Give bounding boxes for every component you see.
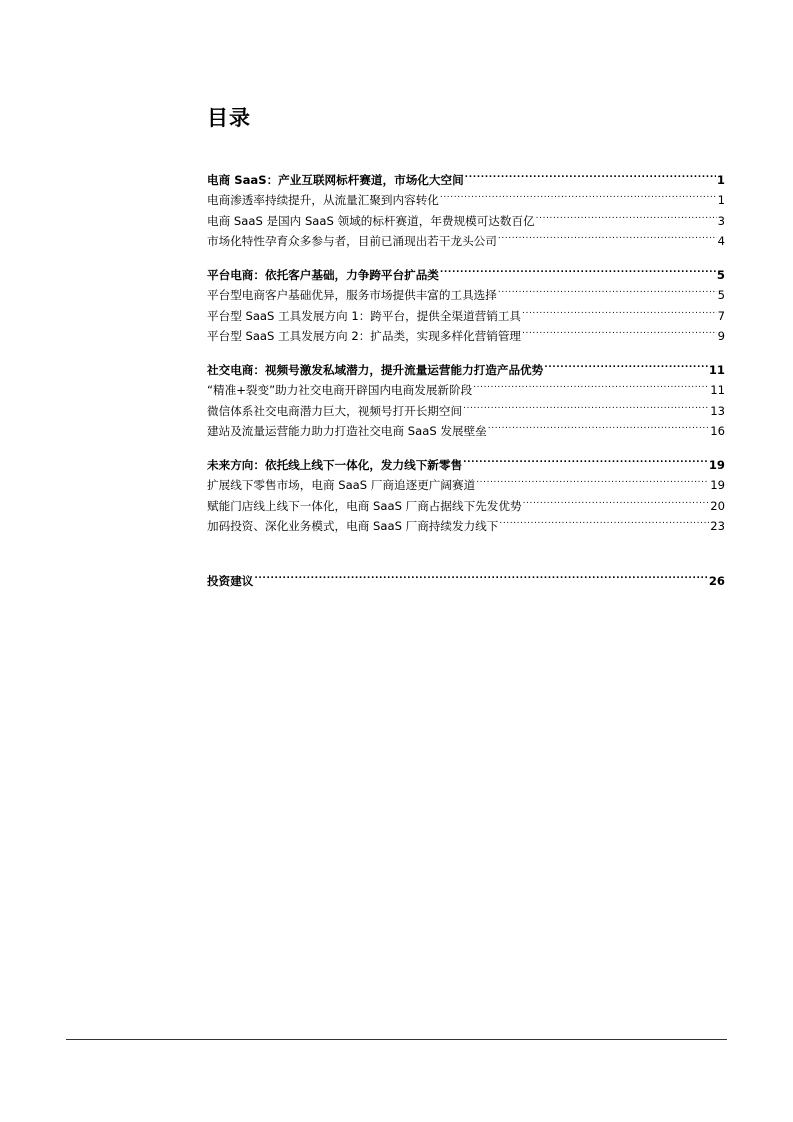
dot-leader — [488, 415, 709, 436]
dot-leader — [476, 469, 709, 490]
toc-page-number: 4 — [717, 234, 725, 248]
toc-entry-label: 微信体系社交电商潜力巨大，视频号打开长期空间 — [207, 403, 463, 418]
toc-entry-label: 市场化特性孕育众多参与者，目前已涌现出若干龙头公司 — [207, 234, 497, 248]
toc-section-3 — [207, 353, 725, 438]
toc-page-number: 16 — [710, 424, 725, 438]
toc-heading[interactable] — [207, 448, 725, 472]
toc-section-1 — [207, 163, 725, 248]
toc-entry-label: 赋能门店线上线下一体化，电商 SaaS 厂商占据线下先发优势 — [207, 498, 522, 513]
toc-page-number: 9 — [717, 329, 725, 343]
table-of-contents — [207, 163, 725, 588]
toc-entry-label: 扩展线下零售市场，电商 SaaS 厂商追逐更广阔赛道 — [207, 478, 476, 492]
toc-page-number: 5 — [717, 288, 725, 302]
dot-leader — [463, 394, 709, 415]
toc-page-number: 13 — [710, 403, 725, 418]
dot-leader — [522, 299, 717, 320]
toc-page-number: 20 — [710, 498, 725, 513]
toc-page-number: 23 — [710, 519, 725, 533]
toc-page-number: 7 — [717, 308, 725, 323]
footer-divider — [66, 1039, 727, 1040]
dot-leader — [544, 353, 708, 374]
dot-leader — [498, 279, 717, 300]
toc-entry-label: 电商 SaaS 是国内 SaaS 领域的标杆赛道，年费规模可达数百亿 — [207, 213, 535, 228]
toc-entry-label: 平台型 SaaS 工具发展方向 1：跨平台，提供全渠道营销工具 — [207, 308, 522, 323]
toc-section-2 — [207, 258, 725, 343]
dot-leader — [522, 320, 717, 341]
toc-heading[interactable] — [207, 258, 725, 282]
toc-section-4 — [207, 448, 725, 533]
dot-leader — [536, 204, 717, 225]
dot-leader — [440, 258, 716, 279]
toc-page-number: 19 — [708, 457, 725, 472]
toc-page-number: 1 — [717, 193, 725, 207]
page-title: 目录 — [207, 106, 251, 130]
toc-page-number: 3 — [717, 213, 725, 228]
toc-entry-label: 平台型电商客户基础优异，服务市场提供丰富的工具选择 — [207, 288, 497, 302]
dot-leader — [523, 489, 710, 510]
toc-page-number: 11 — [708, 362, 725, 377]
toc-page-number: 1 — [716, 172, 725, 187]
dot-leader — [473, 374, 709, 395]
dot-leader — [465, 163, 716, 184]
toc-heading-label: 投资建议 — [207, 573, 254, 588]
toc-entry-label: 平台型 SaaS 工具发展方向 2：扩品类，实现多样化营销管理 — [207, 329, 522, 343]
dot-leader — [499, 510, 709, 531]
toc-page-number: 5 — [716, 267, 725, 282]
toc-entry-label: 电商渗透率持续提升，从流量汇聚到内容转化 — [207, 193, 439, 207]
toc-heading-label: 电商 SaaS：产业互联网标杆赛道，市场化大空间 — [207, 172, 464, 187]
toc-heading-label: 未来方向：依托线上线下一体化，发力线下新零售 — [207, 457, 463, 472]
toc-heading[interactable] — [207, 353, 725, 377]
toc-heading-label: 平台电商：依托客户基础，力争跨平台扩品类 — [207, 267, 439, 282]
toc-entry-label: 建站及流量运营能力助力打造社交电商 SaaS 发展壁垒 — [207, 424, 487, 438]
toc-entry-label: “精准+裂变”助力社交电商开辟国内电商发展新阶段 — [207, 383, 473, 397]
dot-leader — [463, 448, 708, 469]
toc-section-final — [207, 564, 725, 588]
toc-heading[interactable] — [207, 163, 725, 187]
dot-leader — [498, 225, 717, 246]
toc-heading[interactable] — [207, 564, 725, 588]
dot-leader — [254, 564, 707, 585]
toc-page-number: 11 — [710, 383, 725, 397]
toc-page-number: 26 — [708, 573, 725, 588]
dot-leader — [440, 184, 717, 205]
toc-page-number: 19 — [710, 478, 725, 492]
toc-heading-label: 社交电商：视频号激发私域潜力，提升流量运营能力打造产品优势 — [207, 362, 544, 377]
toc-entry-label: 加码投资、深化业务模式，电商 SaaS 厂商持续发力线下 — [207, 519, 499, 533]
